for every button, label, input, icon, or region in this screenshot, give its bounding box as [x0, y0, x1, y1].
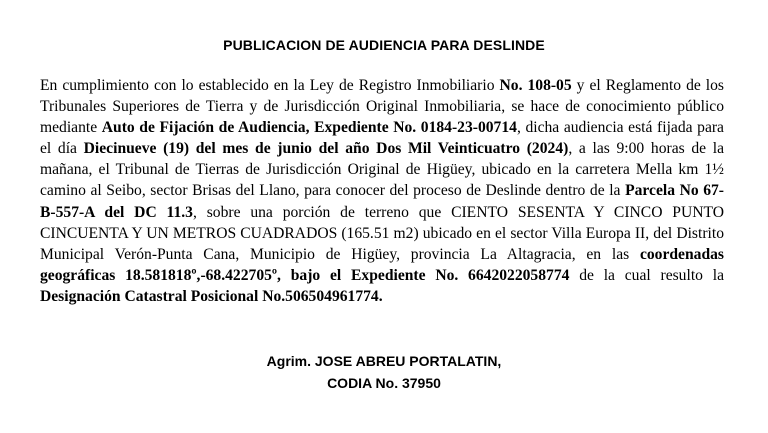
paragraph-bold-run: Parcela No 67-B-557-A del DC 11.3: [40, 182, 724, 221]
body-paragraph: [40, 75, 724, 307]
paragraph-text-run: de la cual resulto la: [569, 266, 724, 284]
paragraph-text-run: , dicha audiencia está fijada para el día: [40, 119, 724, 158]
paragraph-text-run: En cumplimiento con lo establecido en la Ley de Registro Inmobiliario: [40, 77, 500, 94]
signature-codia: CODIA No. 37950: [327, 375, 441, 391]
paragraph-bold-run: Auto de Fijación de Audiencia, Expediente No. 0184-23-00714: [101, 119, 517, 137]
signature-name: Agrim. JOSE ABREU PORTALATIN,: [266, 353, 502, 369]
document-title: PUBLICACION DE AUDIENCIA PARA DESLINDE: [223, 37, 545, 53]
paragraph-bold-run: Diecinueve (19) del mes de junio del año Dos Mil Veinticuatro (2024): [83, 140, 569, 158]
paragraph-bold-run: coordenadas geográficas 18.581818º,-68.422705º, bajo el Expediente No. 6642022058774: [40, 245, 724, 284]
signature-block: [0, 350, 768, 394]
paragraph-text-run: , sobre una porción de terreno que CIENTO SESENTA Y CINCO PUNTO CINCUENTA Y UN METROS CUADRADOS (165.51 m2) ubicado en el sector Villa Europa II, del Distrito Municipal Verón-Punta Cana, Municipio de Higüey, provincia La Altagracia, en las: [40, 203, 724, 263]
paragraph-text-run: , a las 9:00 horas de la mañana, el Tribunal de Tierras de Jurisdicción Original de Higüey, ubicado en la carretera Mella km 1½ camino al Seibo, sector Brisas del Llano, para conocer del proceso de Deslinde dentro de la: [40, 140, 725, 200]
paragraph-bold-run: No. 108-05: [499, 77, 572, 94]
paragraph-text-run: y el Reglamento de los Tribunales Superiores de Tierra y de Jurisdicción Original Inmobiliaria, se hace de conocimiento público mediante: [40, 77, 724, 137]
paragraph-bold-run: Designación Catastral Posicional No.506504961774.: [40, 287, 383, 305]
